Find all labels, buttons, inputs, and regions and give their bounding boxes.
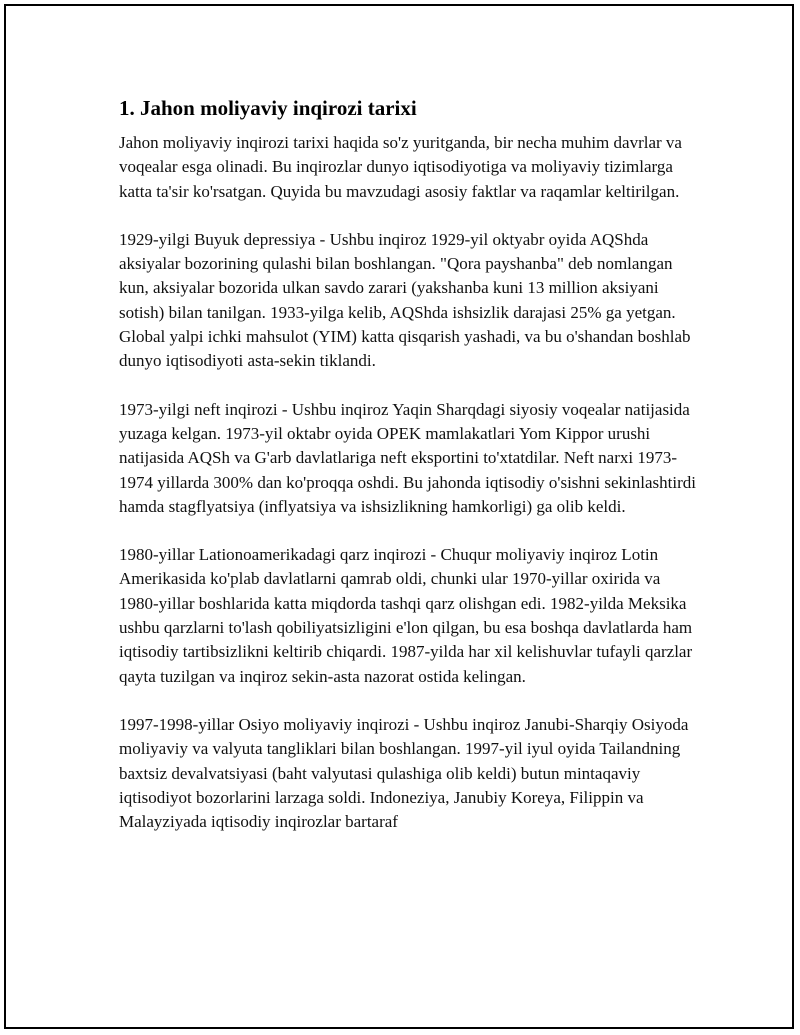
section-heading: 1. Jahon moliyaviy inqirozi tarixi <box>119 96 417 120</box>
great-depression-paragraph: 1929-yilgi Buyuk depressiya - Ushbu inqiroz 1929-yil oktyabr oyida AQShda aksiyalar bozorining qulashi bilan boshlangan. "Qora payshanba" deb nomlangan kun, aksiyalar bozorida ulkan savdo zarari (yakshanba kuni 13 million aksiyani sotish) bilan tanilgan. 1933-yilga kelib, AQShda ishsizlik darajasi 25% ga yetgan. Global yalpi ichki mahsulot (YIM) katta qisqarish yashadi, va bu o'shandan boshlab dunyo iqtisodiyoti asta-sekin tiklandi. <box>119 229 691 371</box>
intro-paragraph: Jahon moliyaviy inqirozi tarixi haqida so'z yuritganda, bir necha muhim davrlar va voqealar esga olinadi. Bu inqirozlar dunyo iqtisodiyotiga va moliyaviy tizimlarga katta ta'sir ko'rsatgan. Quyida bu mavzudagi asosiy faktlar va raqamlar keltirilgan. <box>119 133 682 201</box>
document-page <box>4 4 794 1029</box>
latin-america-debt-paragraph: 1980-yillar Lationoamerikadagi qarz inqirozi - Chuqur moliyaviy inqiroz Lotin Amerikasida ko'plab davlatlarni qamrab oldi, chunki ular 1970-yillar oxirida va 1980-yillar boshlarida katta miqdorda tashqi qarz olishgan edi. 1982-yilda Meksika ushbu qarzlarni to'lash qobiliyatsizligini e'lon qilgan, bu esa boshqa davlatlarda ham iqtisodiy tartibsizlikni keltirib chiqardi. 1987-yilda har xil kelishuvlar tufayli qarzlar qayta tuzilgan va inqiroz sekin-asta nazorat ostida kelingan. <box>119 545 693 686</box>
document-body <box>119 94 699 858</box>
asian-crisis-paragraph: 1997-1998-yillar Osiyo moliyaviy inqirozi - Ushbu inqiroz Janubi-Sharqiy Osiyoda moliyaviy va valyuta tangliklari bilan boshlangan. 1997-yil iyul oyida Tailandning baxtsiz devalvatsiyasi (baht valyutasi qulashiga olib keldi) butun mintaqaviy iqtisodiyot bozorlarini larzaga soldi. Indoneziya, Janubiy Koreya, Filippin va Malayziyada iqtisodiy inqirozlar bartaraf <box>119 714 689 832</box>
oil-crisis-paragraph: 1973-yilgi neft inqirozi - Ushbu inqiroz Yaqin Sharqdagi siyosiy voqealar natijasida yuzaga kelgan. 1973-yil oktabr oyida OPEK mamlakatlari Yom Kippor urushi natijasida AQSh va G'arb davlatlariga neft eksportini to'xtatdilar. Neft narxi 1973-1974 yillarda 300% dan ko'proqqa oshdi. Bu jahonda iqtisodiy o'sishni sekinlashtirdi hamda stagflyatsiya (inflyatsiya va ishsizlikning hamkorligi) ga olib keldi. <box>119 399 696 516</box>
